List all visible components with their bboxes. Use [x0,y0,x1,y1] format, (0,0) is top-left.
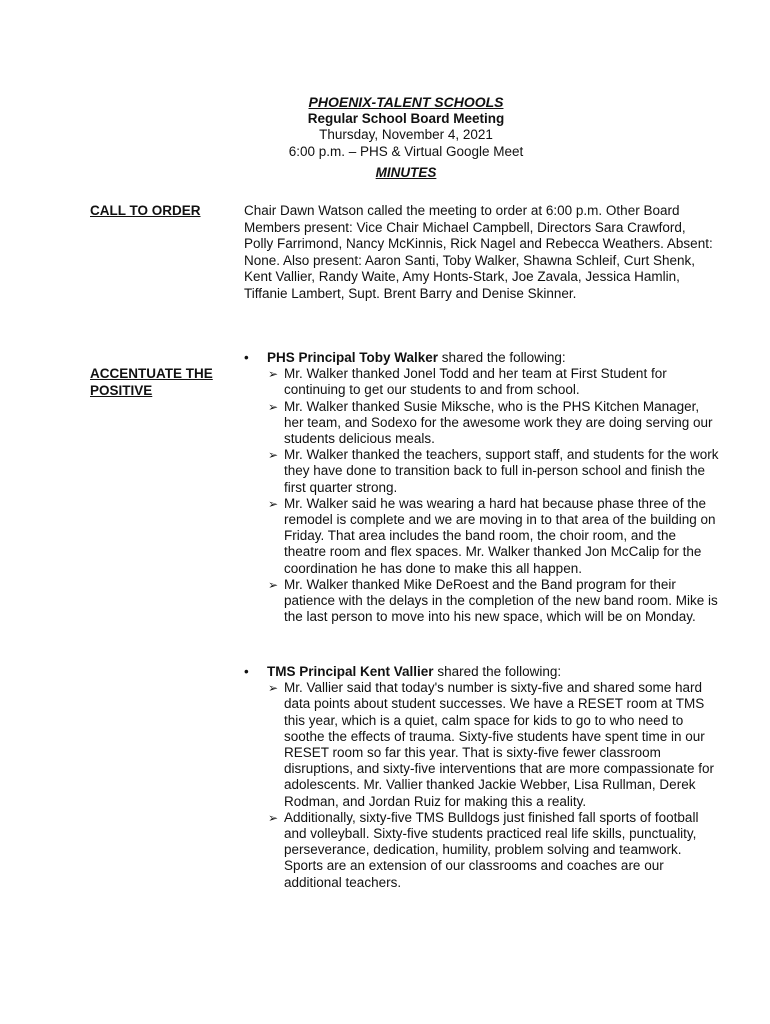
list-item: ➢ Mr. Walker said he was wearing a hard hat because phase three of the remodel is complete and we are moving in to that area of the building on Friday. That area includes the band room, the choir room, and the theatre room and flex spaces. Mr. Walker thanked Jon McCalip for the coordination he has done to make this all happen. [268,495,716,576]
arrow-bullet-icon: ➢ [268,448,279,463]
bullet-phs [244,350,719,625]
arrow-list [244,680,719,891]
bullet-heading-rest: shared the following: [438,350,566,365]
list-item: ➢ Mr. Vallier said that today's number is sixty-five and shared some hard data points about student successes. We have a RESET room at TMS this year, which is a quiet, calm space for kids to go to who need to soothe the effects of trauma. Sixty-five students have spent time in our RESET room so far this year. That is sixty-five fewer classroom disruptions, and sixty-five interventions that are more compassionate for adolescents. Mr. Vallier thanked Jackie Webber, Lisa Rullman, Derek Rodman, and Jordan Ruiz for making this a reality. [268,680,714,809]
bullet-heading [244,664,719,680]
bullet-icon: • [244,350,249,365]
bullet-heading-bold: PHS Principal Toby Walker [267,350,439,365]
arrow-bullet-icon: ➢ [268,496,279,511]
list-item: ➢ Mr. Walker thanked Susie Miksche, who is the PHS Kitchen Manager, her team, and Sodexo for the awesome work they are doing serving our students delicious meals. [268,398,713,447]
arrow-list [244,366,719,625]
bullet-tms [244,664,719,891]
list-item: ➢ Mr. Walker thanked the teachers, support staff, and students for the work they have done to transition back to full in-person school and finish the first quarter strong. [268,447,719,495]
call-to-order-label: CALL TO ORDER [90,203,201,218]
arrow-bullet-icon: ➢ [268,367,279,382]
meeting-date: Thursday, November 4, 2021 [319,127,493,142]
meeting-time-location: 6:00 p.m. – PHS & Virtual Google Meet [288,143,524,159]
school-name: PHOENIX-TALENT SCHOOLS [308,94,504,110]
bullet-icon: • [244,664,249,679]
meeting-title: Regular School Board Meeting [307,110,505,126]
document-header [200,94,612,182]
call-to-order-text: Chair Dawn Watson called the meeting to order at 6:00 p.m. Other Board Members present: Vice Chair Michael Campbell, Directors Sara Crawford, Polly Farrimond, Nancy McKinnis, Rick Nagel and Rebecca Weathers. Absent: None. Also present: Aaron Santi, Toby Walker, Shawna Schleif, Curt Shenk, Kent Vallier, Randy Waite, Amy Honts-Stark, Joe Zavala, Jessica Hamlin, Tiffanie Lambert, Supt. Brent Barry and Denise Skinner. [244,203,713,301]
bullet-heading [244,350,719,366]
bullet-heading-bold: TMS Principal Kent Vallier [267,664,434,679]
arrow-bullet-icon: ➢ [268,399,279,414]
accentuate-label: ACCENTUATE THE POSITIVE [90,366,213,398]
bullet-heading-rest: shared the following: [433,664,562,679]
arrow-bullet-icon: ➢ [268,810,279,825]
list-item: ➢ Additionally, sixty-five TMS Bulldogs just finished fall sports of football and volleyball. Sixty-five students practiced real life skills, punctuality, perseverance, dedication, humility, problem solving and teamwork. Sports are an extension of our classrooms and coaches are our additional teachers. [268,809,699,890]
list-item: ➢ Mr. Walker thanked Jonel Todd and her team at First Student for continuing to get our students to and from school. [268,366,667,398]
arrow-bullet-icon: ➢ [268,681,279,696]
minutes-heading: MINUTES [375,165,437,180]
arrow-bullet-icon: ➢ [268,577,279,592]
list-item: ➢ Mr. Walker thanked Mike DeRoest and the Band program for their patience with the delays in the completion of the new band room. Mike is the last person to move into his new space, which will be on Monday. [268,576,718,625]
